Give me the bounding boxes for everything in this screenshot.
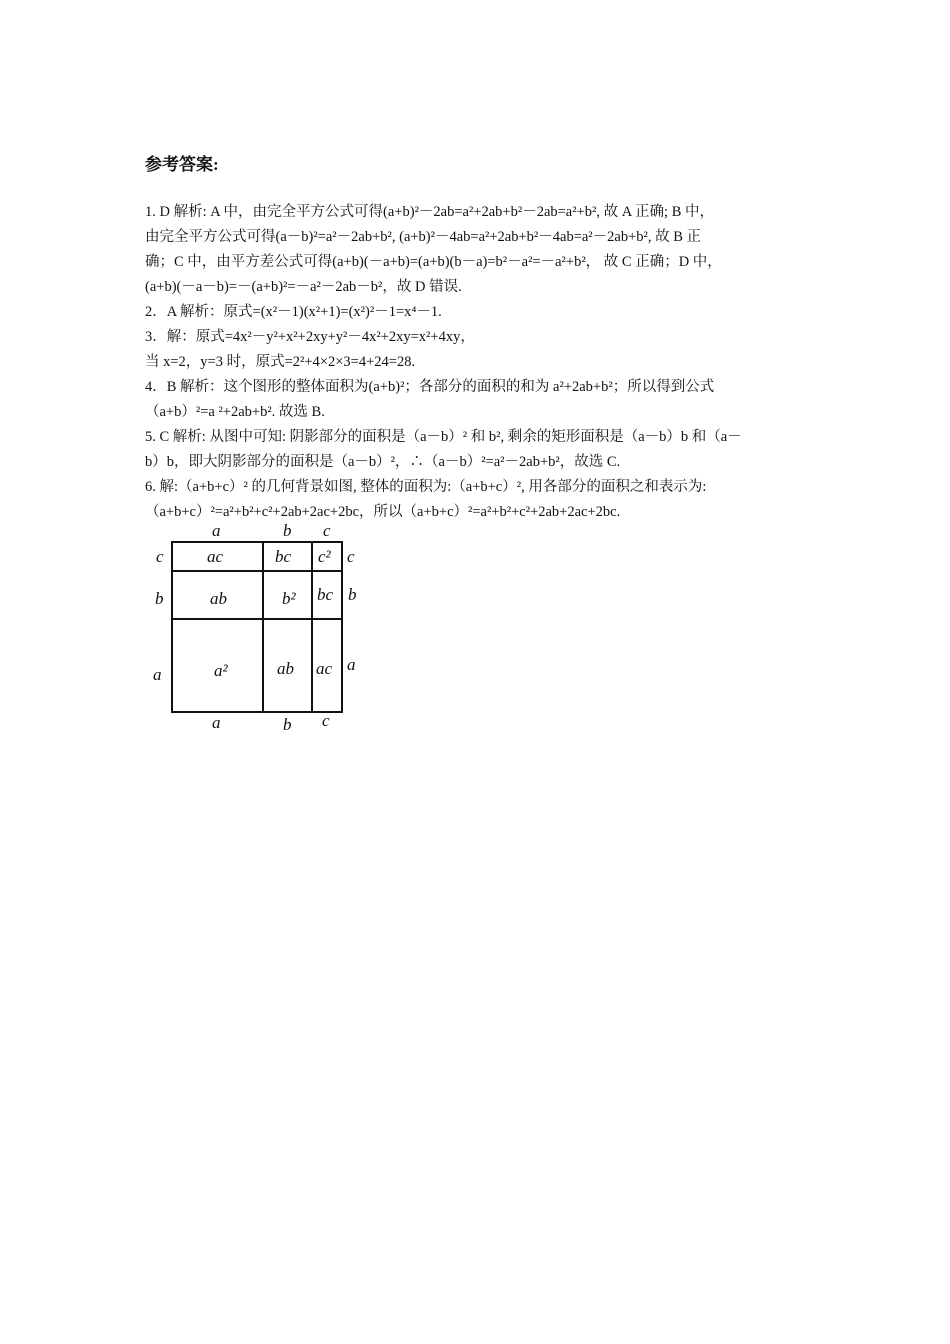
figure-cell-label: bc (317, 585, 334, 604)
answer-line: 确；C 中，由平方差公式可得(a+b)(－a+b)=(a+b)(b－a)=b²－a²=－a²+b²， 故 C 正确；D 中， (145, 254, 722, 270)
figure-cell-label: c² (318, 547, 331, 566)
figure-top-label: c (323, 521, 331, 540)
answer-line: 由完全平方公式可得(a－b)²=a²－2ab+b², (a+b)²－4ab=a²+2ab+b²－4ab=a²－2ab+b², 故 B 正 (145, 229, 702, 245)
answer-line: 4．B 解析：这个图形的整体面积为(a+b)²；各部分的面积的和为 a²+2ab+b²；所以得到公式 (145, 379, 715, 395)
answer-line: 1. D 解析: A 中，由完全平方公式可得(a+b)²－2ab=a²+2ab+b²－2ab=a²+b², 故 A 正确; B 中， (145, 204, 714, 220)
area-figure (140, 518, 380, 738)
figure-cell-label: bc (275, 547, 292, 566)
figure-cell-label: ac (316, 659, 333, 678)
figure-right-label: b (348, 585, 357, 604)
answer-line: 6. 解:（a+b+c）² 的几何背景如图, 整体的面积为:（a+b+c）², 用各部分的面积之和表示为: (145, 479, 707, 495)
answers-heading: 参考答案: (145, 155, 219, 174)
answer-line: 2．A 解析：原式=(x²－1)(x²+1)=(x²)²－1=x⁴－1. (145, 304, 442, 320)
figure-left-label: c (156, 547, 164, 566)
answer-line: (a+b)(－a－b)=－(a+b)²=－a²－2ab－b²，故 D 错误. (145, 279, 462, 295)
figure-cell-label: a² (214, 661, 228, 680)
answer-line: （a+b+c）²=a²+b²+c²+2ab+2ac+2bc，所以（a+b+c）²=a²+b²+c²+2ab+2ac+2bc. (145, 504, 621, 520)
figure-right-label: c (347, 547, 355, 566)
answer-line: （a+b）²=a ²+2ab+b². 故选 B. (145, 404, 325, 420)
figure-top-label: b (283, 521, 292, 540)
figure-bottom-label: c (322, 711, 330, 730)
figure-outer-square (172, 542, 342, 712)
figure-cell-label: ac (207, 547, 224, 566)
answer-list (145, 200, 813, 525)
answer-line: 3．解：原式=4x²－y²+x²+2xy+y²－4x²+2xy=x²+4xy， (145, 329, 475, 345)
answer-line: 当 x=2，y=3 时，原式=2²+4×2×3=4+24=28. (145, 354, 416, 370)
figure-top-label: a (212, 521, 221, 540)
figure-cell-label: ab (277, 659, 294, 678)
answer-line: 5. C 解析: 从图中可知: 阴影部分的面积是（a－b）² 和 b², 剩余的矩形面积是（a－b）b 和（a－ (145, 429, 742, 445)
figure-bottom-label: a (212, 713, 221, 732)
figure-cell-label: b² (282, 589, 296, 608)
answer-line: b）b，即大阴影部分的面积是（a－b）²，∴（a－b）²=a²－2ab+b²，故选 C. (145, 454, 621, 470)
figure-cell-label: ab (210, 589, 227, 608)
figure-left-label: b (155, 589, 164, 608)
figure-bottom-label: b (283, 715, 292, 734)
figure-right-label: a (347, 655, 356, 674)
figure-left-label: a (153, 665, 162, 684)
